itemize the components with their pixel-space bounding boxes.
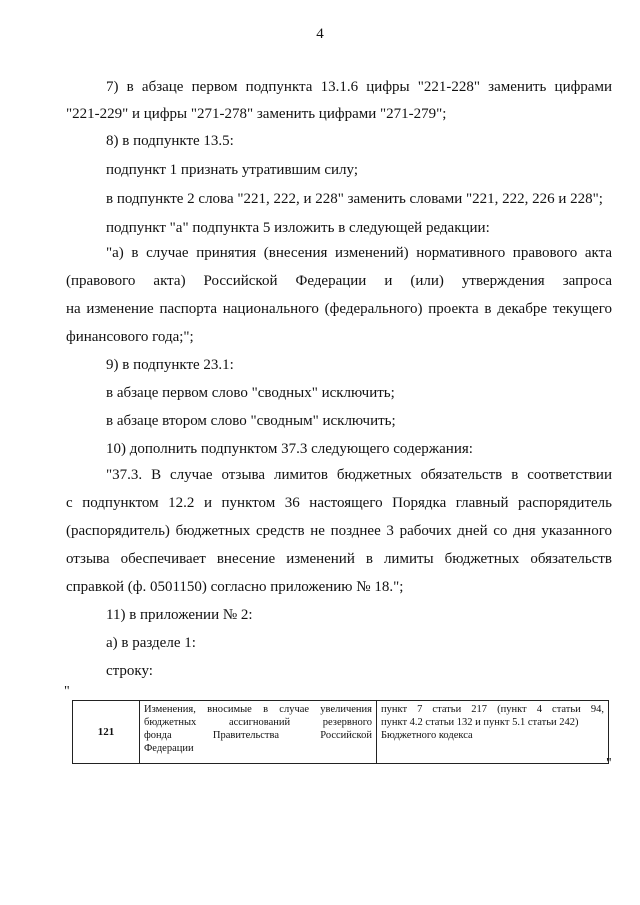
paragraph-item-9: 9) в подпункте 23.1: [106, 357, 234, 373]
row-description-line-1: Изменения, вносимые в случае увеличения [144, 704, 372, 715]
table-open-quote: " [64, 684, 70, 699]
row-description-line-2: бюджетных ассигнований резервного [144, 717, 372, 728]
row-description-line-3: фонда Правительства Российской [144, 730, 372, 741]
paragraph-item-11-a: а) в разделе 1: [106, 635, 196, 651]
budget-table [72, 700, 609, 764]
table-row [73, 701, 609, 764]
quote-a-line-1: "а) в случае принятия (внесения изменений) нормативного правового акта [106, 245, 612, 261]
paragraph-subitem-a: подпункт "а" подпункта 5 изложить в следующей редакции: [106, 220, 490, 236]
row-reference-line-1: пункт 7 статьи 217 (пункт 4 статьи 94, [381, 704, 604, 715]
row-description-line-4: Федерации [144, 743, 194, 754]
paragraph-subitem-2: в подпункте 2 слова "221, 222, и 228" заменить словами "221, 222, 226 и 228"; [106, 191, 603, 207]
quote-a-line-2: (правового акта) Российской Федерации и (или) утверждения запроса [66, 273, 612, 289]
table-close-quote: " [606, 756, 612, 771]
page-number: 4 [316, 26, 324, 42]
quote-a-line-4: финансового года;"; [66, 329, 194, 345]
paragraph-item-7-line-1: 7) в абзаце первом подпункта 13.1.6 цифры "221-228" заменить цифрами [106, 79, 612, 95]
row-reference-line-3: Бюджетного кодекса [381, 730, 473, 741]
row-reference-line-2: пункт 4.2 статьи 132 и пункт 5.1 статьи 242) [381, 717, 579, 728]
paragraph-item-11-row: строку: [106, 663, 153, 679]
quote-37-3-line-4: отзыва обеспечивает внесение изменений в лимиты бюджетных обязательств [66, 551, 612, 567]
paragraph-item-7-line-2: "221-229" и цифры "271-278" заменить цифрами "271-279"; [66, 106, 447, 122]
quote-37-3-line-3: (распорядитель) бюджетных средств не позднее 3 рабочих дней со дня указанного [66, 523, 612, 539]
quote-37-3-line-1: "37.3. В случае отзыва лимитов бюджетных обязательств в соответствии [106, 467, 612, 483]
paragraph-subitem-1: подпункт 1 признать утратившим силу; [106, 162, 358, 178]
paragraph-item-9-first: в абзаце первом слово "сводных" исключить; [106, 385, 395, 401]
row-code: 121 [73, 701, 140, 764]
quote-37-3-line-5: справкой (ф. 0501150) согласно приложению № 18."; [66, 579, 404, 595]
row-description [140, 701, 377, 764]
paragraph-item-9-second: в абзаце втором слово "сводным" исключить; [106, 413, 396, 429]
paragraph-item-8: 8) в подпункте 13.5: [106, 133, 234, 149]
quote-37-3-line-2: с подпунктом 12.2 и пунктом 36 настоящего Порядка главный распорядитель [66, 495, 612, 511]
paragraph-item-10: 10) дополнить подпунктом 37.3 следующего содержания: [106, 441, 473, 457]
paragraph-item-11: 11) в приложении № 2: [106, 607, 253, 623]
row-reference [377, 701, 609, 764]
quote-a-line-3: на изменение паспорта национального (федерального) проекта в декабре текущего [66, 301, 612, 317]
